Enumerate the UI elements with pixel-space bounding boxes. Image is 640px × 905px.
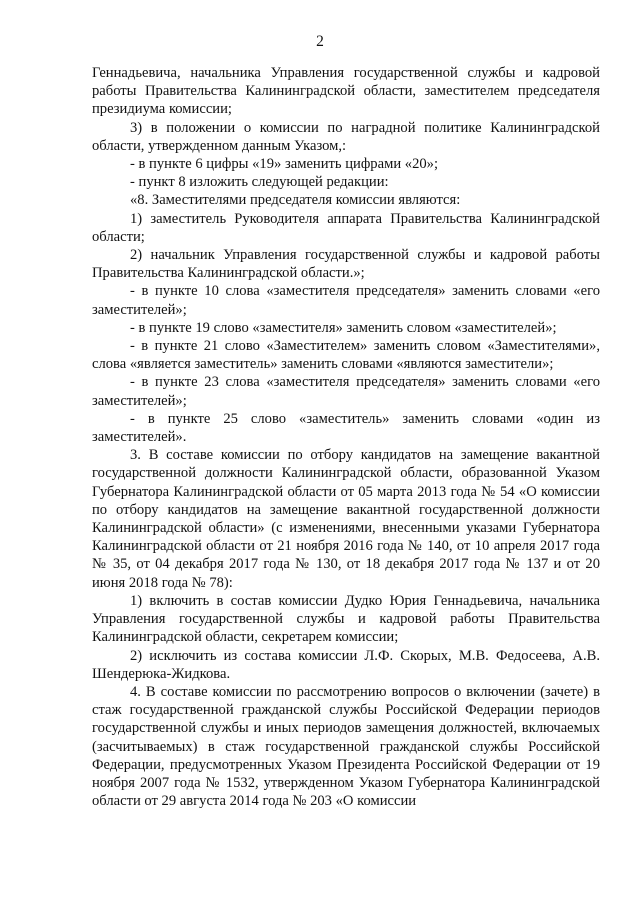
- paragraph: - в пункте 25 слово «заместитель» заменить словами «один из заместителей».: [92, 410, 600, 446]
- paragraph: 3) в положении о комиссии по наградной политике Калининградской области, утвержденном данным Указом,:: [92, 119, 600, 154]
- paragraph: «8. Заместителями председателя комиссии являются:: [130, 192, 461, 209]
- paragraph: - в пункте 21 слово «Заместителем» заменить словом «Заместителями», слова «является заместитель» заменить словами «являются заместители»;: [92, 338, 600, 373]
- paragraph: 4. В составе комиссии по рассмотрению вопросов о включении (зачете) в стаж государственной гражданской службы Российской Федерации периодов государственной службы и иных периодов замещения должностей, включаемых (засчитываемых) в стаж государственной гражданской службы Российской Федерации, предусмотренных Указом Президента Российской Федерации от 19 ноября 2007 года № 1532, утвержденном Указом Губернатора Калининградской области от 29 августа 2014 года № 203 «О комиссии: [92, 683, 600, 810]
- paragraph: 1) заместитель Руководителя аппарата Правительства Калининградской области;: [92, 210, 600, 245]
- paragraph: 3. В составе комиссии по отбору кандидатов на замещение вакантной государственной должности Калининградской области, образованной Указом Губернатора Калининградской области от 05 марта 2013 года № 54 «О комиссии по отбору кандидатов на замещение вакантной государственной должности Калининградской области» (с изменениями, внесенными указами Губернатора Калининградской области от 21 ноября 2016 года № 140, от 10 апреля 2017 года № 35, от 04 декабря 2017 года № 130, от 18 декабря 2017 года № 137 и от 20 июня 2018 года № 78):: [92, 447, 600, 591]
- paragraph: 1) включить в состав комиссии Дудко Юрия Геннадьевича, начальника Управления государственной службы и кадровой работы Правительства Калининградской области, секретарем комиссии;: [92, 592, 600, 646]
- paragraph: - в пункте 10 слова «заместителя председателя» заменить словами «его заместителей»;: [92, 283, 600, 318]
- paragraph: - в пункте 6 цифры «19» заменить цифрами «20»;: [130, 156, 439, 173]
- page-number: 2: [316, 33, 324, 50]
- paragraph: - пункт 8 изложить следующей редакции:: [130, 174, 389, 191]
- document-body: [92, 64, 600, 810]
- paragraph: 2) исключить из состава комиссии Л.Ф. Скорых, М.В. Федосеева, А.В. Шендерюка-Жидкова.: [92, 647, 600, 682]
- paragraph: 2) начальник Управления государственной службы и кадровой работы Правительства Калининградской области.»;: [92, 247, 600, 282]
- paragraph: - в пункте 19 слово «заместителя» заменить словом «заместителей»;: [130, 319, 557, 336]
- paragraph: Геннадьевича, начальника Управления государственной службы и кадровой работы Правительства Калининградской области, заместителем председателя президиума комиссии;: [92, 65, 600, 118]
- paragraph: - в пункте 23 слова «заместителя председателя» заменить словами «его заместителей»;: [92, 374, 600, 409]
